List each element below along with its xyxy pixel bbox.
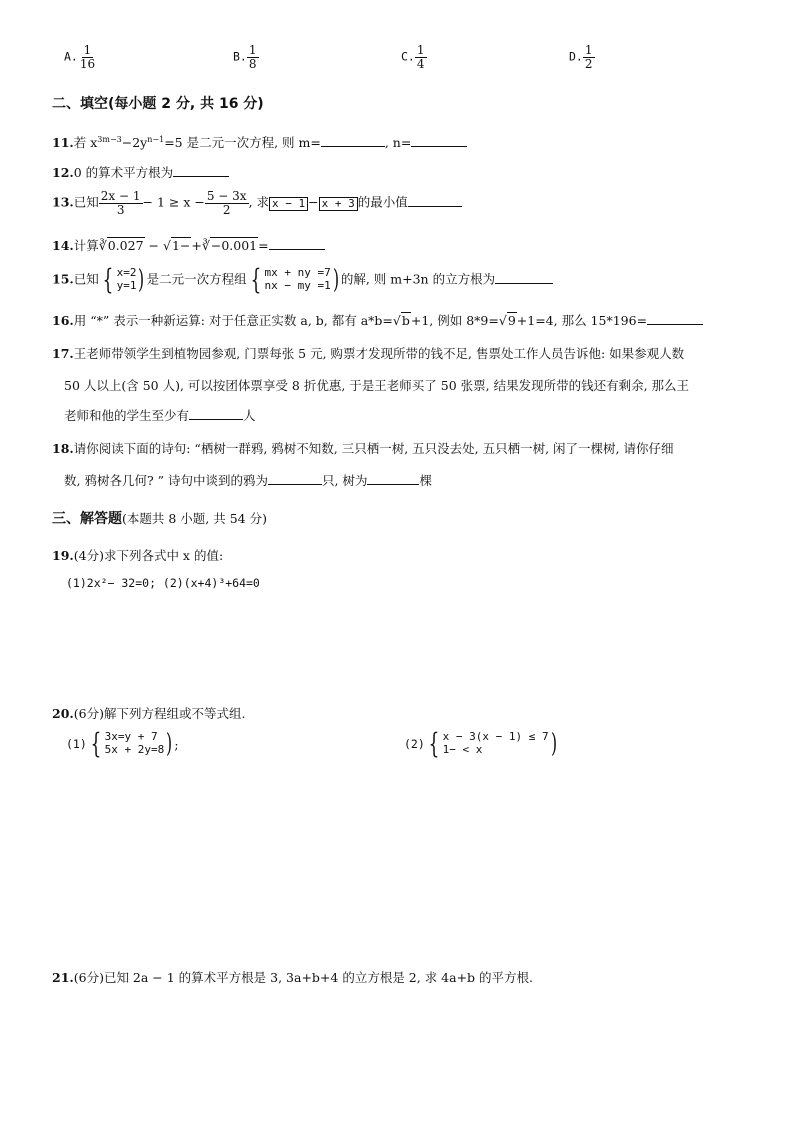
question-19-parts: (1)2x²− 32=0; (2)(x+4)³+64=0 bbox=[66, 576, 260, 590]
question-13: 13.已知 $\frac{2x - 1}{3}$ − 1 ≥ x − $\frac{5 - 3x}{2}$ , 求 x − 1 − x + 3 的最小值 bbox=[52, 190, 462, 216]
question-17-line-3: 老师和他的学生至少有 人 bbox=[64, 408, 256, 423]
question-19: 19.(4分)求下列各式中 x 的值: bbox=[52, 548, 224, 563]
question-20-part-1: (1) { 3x=y + 7 5x + 2y=8 ) ; bbox=[66, 727, 179, 760]
section-3-heading: 三、解答题(本题共 8 小题, 共 54 分) bbox=[52, 511, 267, 527]
question-11: 11.若 $x^{3m-3}-2y^{n-1}=5$ 是二元一次方程, 则 m= , n= bbox=[52, 133, 467, 151]
choice-c bbox=[401, 44, 427, 70]
answer-blank[interactable] bbox=[189, 406, 243, 420]
absolute-value-box: x + 3 bbox=[319, 197, 358, 211]
root-sign: √ bbox=[498, 313, 507, 328]
question-number: 17. bbox=[52, 346, 74, 361]
question-14: 14.计算∛0.027 − √1−+∛−0.001= bbox=[52, 236, 325, 254]
absolute-value-box: x − 1 bbox=[269, 197, 308, 211]
answer-blank-m[interactable] bbox=[321, 133, 385, 147]
answer-blank[interactable] bbox=[495, 270, 553, 284]
question-21: 21.(6分)已知 2a − 1 的算术平方根是 3, 3a+b+4 的立方根是 2, 求 4a+b 的平方根. bbox=[52, 970, 534, 985]
choice-b bbox=[233, 44, 259, 70]
question-number: 16. bbox=[52, 313, 74, 328]
choice-fraction: $\frac{1}{2}$ bbox=[584, 43, 593, 71]
answer-blank[interactable] bbox=[408, 193, 462, 207]
cube-root-sign: ∛ bbox=[98, 238, 107, 253]
choice-fraction: $\frac{1}{8}$ bbox=[248, 43, 257, 71]
choice-letter: A. bbox=[64, 49, 78, 64]
question-number: 18. bbox=[52, 441, 74, 456]
question-number: 20. bbox=[52, 706, 74, 721]
section-2-heading: 二、填空(每小题 2 分, 共 16 分) bbox=[52, 96, 264, 112]
question-number: 19. bbox=[52, 548, 74, 563]
equation-system: { mx + ny =7 nx − my =1 ) bbox=[250, 263, 339, 296]
root-sign: √ bbox=[392, 313, 401, 328]
question-number: 13. bbox=[52, 194, 74, 210]
answer-blank[interactable] bbox=[647, 311, 703, 325]
choice-fraction: $\frac{1}{4}$ bbox=[416, 43, 425, 71]
fraction: $\frac{5 - 3x}{2}$ bbox=[206, 189, 247, 217]
choice-letter: D. bbox=[569, 49, 583, 64]
question-15: 15.已知 { x=2 y=1 ) 是二元一次方程组 { mx + ny =7 nx − my =1 ) 的解, 则 m+3n 的立方根为 bbox=[52, 266, 553, 294]
question-number: 21. bbox=[52, 970, 74, 985]
question-number: 14. bbox=[52, 238, 74, 253]
choice-letter: C. bbox=[401, 49, 415, 64]
answer-blank-n[interactable] bbox=[411, 133, 467, 147]
question-12: 12.0 的算术平方根为 bbox=[52, 163, 229, 181]
root-sign: √ bbox=[162, 238, 171, 253]
question-17-line-1: 17.王老师带领学生到植物园参观, 门票每张 5 元, 购票才发现所带的钱不足, 售票处工作人员告诉他: 如果参观人数 bbox=[52, 346, 685, 361]
fraction: $\frac{2x - 1}{3}$ bbox=[100, 189, 141, 217]
question-16: 16.用 “*” 表示一种新运算: 对于任意正实数 a, b, 都有 a*b=√b+1, 例如 8*9=√9+1=4, 那么 15*196= bbox=[52, 311, 703, 329]
cube-root-sign: ∛ bbox=[201, 238, 210, 253]
answer-blank-crows[interactable] bbox=[268, 471, 322, 485]
question-number: 12. bbox=[52, 165, 74, 180]
question-18-line-2: 数, 鸦树各几何? ” 诗句中谈到的鸦为 只, 树为 棵 bbox=[64, 473, 432, 488]
question-20-part-2: (2) { x − 3(x − 1) ≤ 7 1− < x ) bbox=[404, 727, 557, 760]
choice-d bbox=[569, 44, 595, 70]
question-20: 20.(6分)解下列方程组或不等式组. bbox=[52, 706, 246, 721]
given-solution-system: { x=2 y=1 ) bbox=[102, 263, 145, 296]
question-number: 11. bbox=[52, 135, 74, 150]
question-18-line-1: 18.请你阅读下面的诗句: “栖树一群鸦, 鸦树不知数, 三只栖一树, 五只没去处, 五只栖一树, 闲了一棵树, 请你仔细 bbox=[52, 441, 674, 456]
answer-blank-trees[interactable] bbox=[367, 471, 419, 485]
question-17-line-2: 50 人以上(含 50 人), 可以按团体票享受 8 折优惠, 于是王老师买了 50 张票, 结果发现所带的钱还有剩余, 那么王 bbox=[64, 378, 690, 393]
answer-blank[interactable] bbox=[173, 163, 229, 177]
question-number: 15. bbox=[52, 271, 74, 287]
choice-a bbox=[64, 44, 97, 70]
choice-letter: B. bbox=[233, 49, 247, 64]
answer-blank[interactable] bbox=[269, 236, 325, 250]
choice-fraction: $\frac{1}{16}$ bbox=[79, 43, 96, 71]
